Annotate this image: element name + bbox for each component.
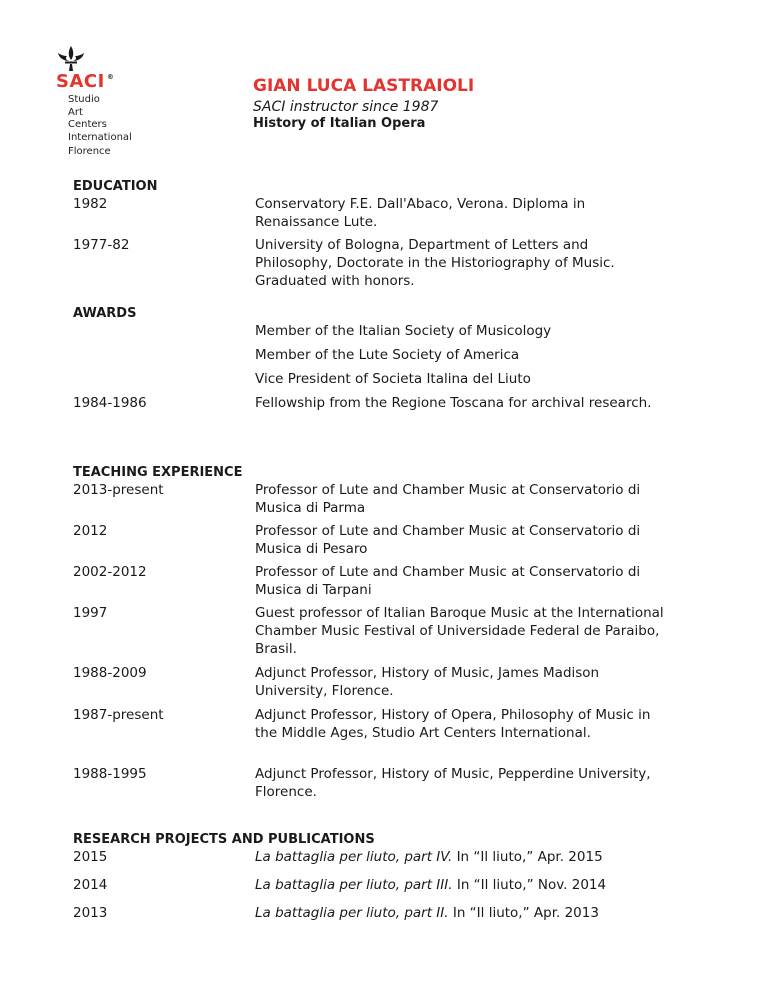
award-item: Vice President of Societa Italina del Liuto [255,371,531,387]
entry-text: Adjunct Professor, History of Opera, Philosophy of Music in the Middle Ages, Studio Art Centers International. [255,707,651,741]
entry-date: 2012 [73,523,108,539]
logo-brand: SACI [56,71,105,92]
course-title: History of Italian Opera [253,116,426,131]
entry-date: 1984-1986 [73,395,147,411]
entry-date: 2015 [73,849,108,865]
profile-header [253,76,474,132]
publication-entry [255,848,665,866]
logo-line: International [68,131,132,143]
entry-date: 1977-82 [73,237,130,253]
publication-source: In “Il liuto,” Apr. 2015 [452,849,603,865]
section-title-research: RESEARCH PROJECTS AND PUBLICATIONS [73,832,375,847]
logo-line: Studio [68,94,100,105]
entry-date: 2014 [73,877,108,893]
entry-date: 1988-1995 [73,766,147,782]
section-title-awards: AWARDS [73,306,137,321]
publication-title: La battaglia per liuto, part III. [255,877,453,893]
entry-date: 1987-present [73,707,164,723]
publication-title: La battaglia per liuto, part IV. [255,849,453,865]
entry-text: Professor of Lute and Chamber Music at Conservatorio di Musica di Tarpani [255,564,641,598]
section-title-education: EDUCATION [73,179,158,194]
publication-title: La battaglia per liuto, part II. [255,905,449,921]
entry-text: Adjunct Professor, History of Music, Pepperdine University, Florence. [255,766,651,800]
entry-text: Guest professor of Italian Baroque Music at the International Chamber Music Festival of Universidade Federal de Paraibo, Brasil. [255,605,664,657]
publication-source: In “Il liuto,” Apr. 2013 [448,905,599,921]
entry-date: 1997 [73,605,108,621]
entry-text: Professor of Lute and Chamber Music at Conservatorio di Musica di Parma [255,482,641,516]
instructor-since: SACI instructor since 1987 [253,99,439,115]
section-title-teaching: TEACHING EXPERIENCE [73,465,243,480]
logo-line: Centers [68,119,107,130]
entry-text: University of Bologna, Department of Letters and Philosophy, Doctorate in the Historiography of Music. Graduated with honors. [255,237,615,289]
entry-text: Fellowship from the Regione Toscana for archival research. [255,395,652,411]
entry-date: 2002-2012 [73,564,147,580]
entry-date: 1982 [73,196,108,212]
entry-date: 2013-present [73,482,164,498]
entry-date: 2013 [73,905,108,921]
award-item: Member of the Italian Society of Musicology [255,323,552,339]
award-item: Member of the Lute Society of America [255,347,520,363]
fleur-de-lis-icon [56,44,86,72]
publication-entry [255,876,665,894]
instructor-name: GIAN LUCA LASTRAIOLI [253,76,475,96]
entry-text: Professor of Lute and Chamber Music at Conservatorio di Musica di Pesaro [255,523,641,557]
logo-registered: ® [106,73,115,81]
publication-entry [255,904,665,922]
entry-text: Conservatory F.E. Dall'Abaco, Verona. Diploma in Renaissance Lute. [255,196,586,230]
entry-date: 1988-2009 [73,665,147,681]
publication-source: In “Il liuto,” Nov. 2014 [452,877,607,893]
logo-line: Florence [68,146,111,157]
entry-text: Adjunct Professor, History of Music, James Madison University, Florence. [255,665,600,699]
saci-logo [56,44,166,159]
logo-line: Art [68,106,83,118]
